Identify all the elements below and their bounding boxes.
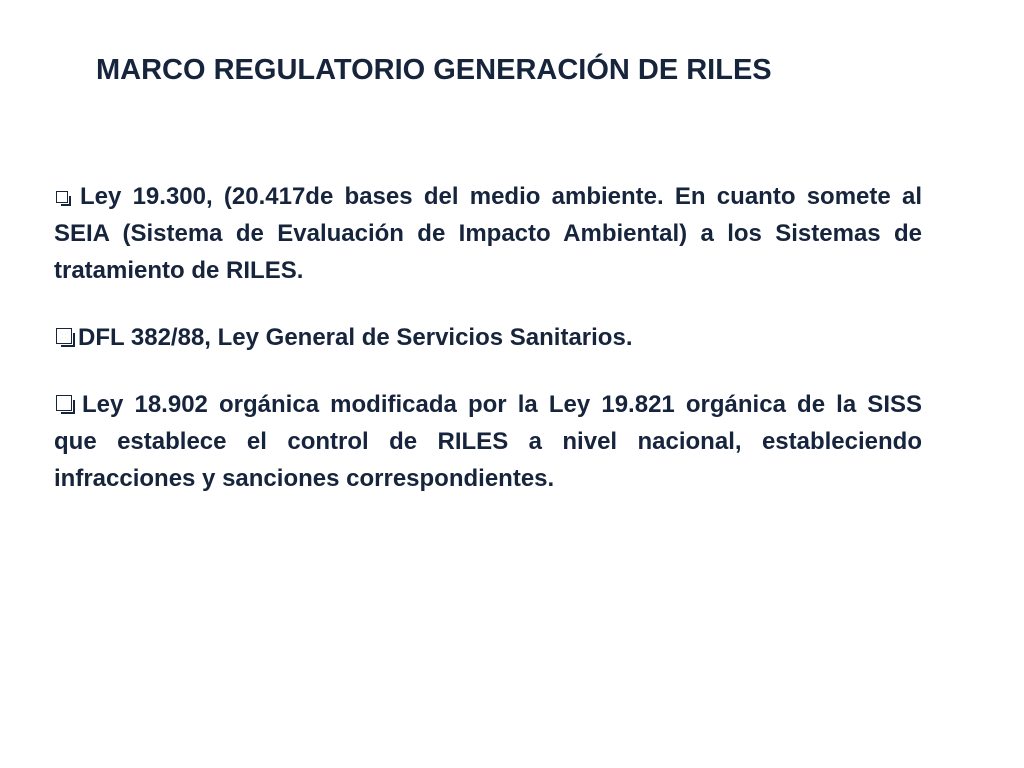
bullet-text: Ley 18.902 orgánica modificada por la Ley 19.821 orgánica de la SISS que establece el control de RILES a nivel nacional, estableciendo infracciones y sanciones correspondientes. bbox=[54, 391, 922, 492]
bullet-item-ley-19300 bbox=[54, 178, 922, 289]
bullet-item-dfl-382 bbox=[54, 319, 922, 356]
checkbox-square-icon bbox=[56, 395, 72, 411]
checkbox-square-icon bbox=[56, 328, 72, 344]
checkbox-square-icon bbox=[56, 191, 68, 203]
bullet-list bbox=[54, 178, 922, 497]
slide-title: MARCO REGULATORIO GENERACIÓN DE RILES bbox=[96, 54, 772, 86]
bullet-text: DFL 382/88, Ley General de Servicios Sanitarios. bbox=[78, 324, 633, 351]
bullet-item-ley-18902 bbox=[54, 386, 922, 497]
bullet-text: Ley 19.300, (20.417de bases del medio ambiente. En cuanto somete al SEIA (Sistema de Evaluación de Impacto Ambiental) a los Sistemas de tratamiento de RILES. bbox=[54, 183, 922, 284]
